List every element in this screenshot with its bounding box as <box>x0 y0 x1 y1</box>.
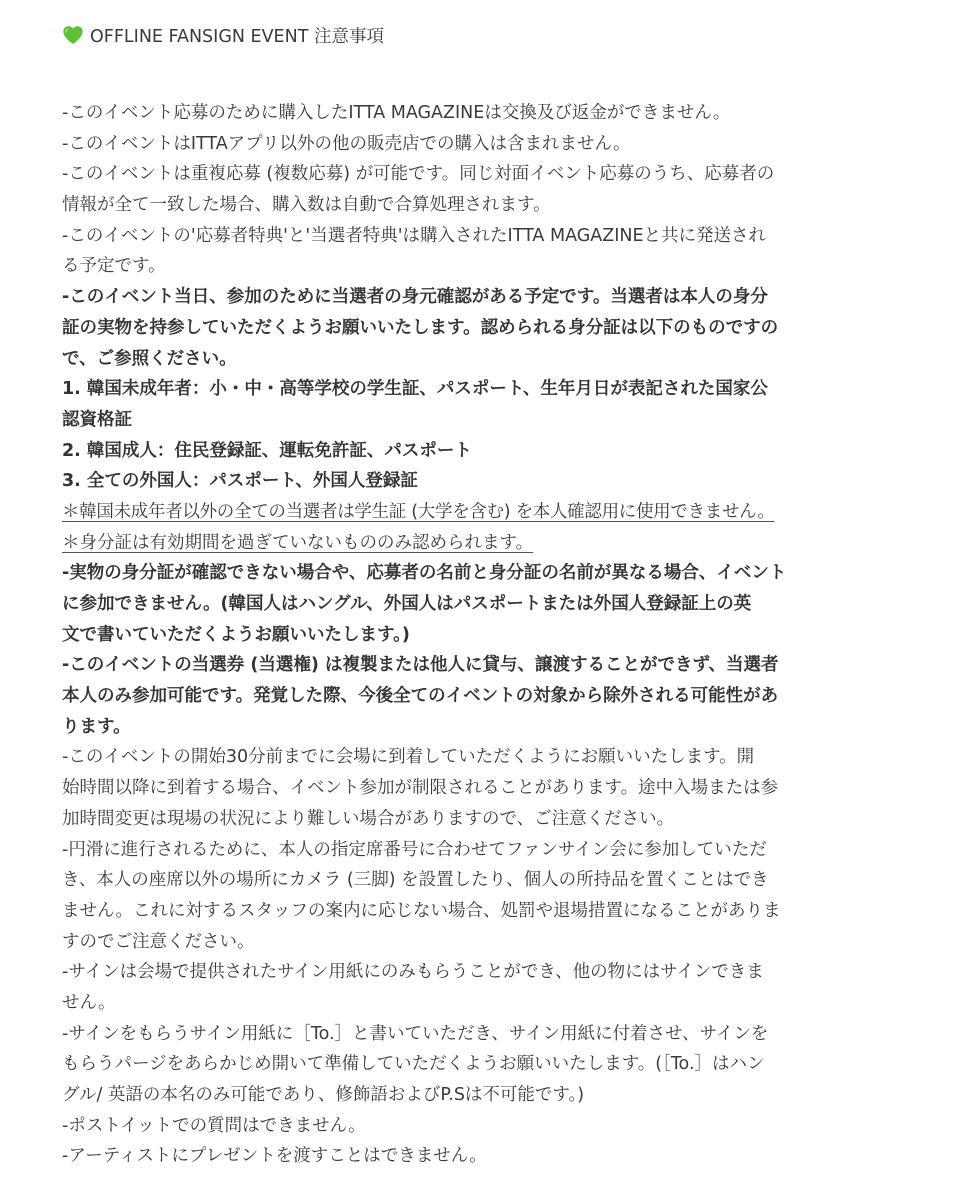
id-list-item-2: 2. 韓国成人：住民登録証、運転免許証、パスポート <box>62 440 472 461</box>
notice-line-bold: 証の実物を持参していただくようお願いいたします。認められる身分証は以下のものですの <box>62 317 779 338</box>
notice-line: -ポストイットでの質問はできません。 <box>62 1115 366 1136</box>
notice-body <box>62 98 931 1172</box>
notice-line-bold: 本人のみ参加可能です。発覚した際、今後全てのイベントの対象から除外される可能性があ <box>62 686 779 707</box>
notice-line: グル/ 英語の本名のみ可能であり、修飾語およびP.Sは不可能です。) <box>62 1085 585 1105</box>
notice-line-bold: -実物の身分証が確認できない場合や、応募者の名前と身分証の名前が異なる場合、イベント <box>62 563 787 584</box>
id-list-item-3: 3. 全ての外国人：パスポート、外国人登録証 <box>62 471 418 492</box>
notice-line-bold: -このイベント当日、参加のために当選者の身元確認がある予定です。当選者は本人の身分 <box>62 287 768 308</box>
notice-line: -このイベントの開始30分前までに会場に到着していただくようにお願いいたします。開 <box>62 747 755 768</box>
notice-line-bold: で、ご参照ください。 <box>62 348 237 369</box>
notice-line: -このイベントは重複応募 (複数応募) が可能です。同じ対面イベント応募のうち、応募者の <box>62 164 775 185</box>
notice-line-bold: に参加できません。(韓国人はハングル、外国人はパスポートまたは外国人登録証上の英 <box>62 594 752 614</box>
notice-line: 情報が全て一致した場合、購入数は自動で合算処理されます。 <box>62 195 551 216</box>
id-note-underlined: ＊身分証は有効期間を過ぎていないもののみ認められます。 <box>62 532 534 553</box>
notice-line: -サインは会場で提供されたサイン用紙にのみもらうことができ、他の物にはサインできま <box>62 962 764 983</box>
title-spacer <box>62 52 931 98</box>
notice-line: る予定です。 <box>62 256 166 277</box>
notice-line-bold: -このイベントの当選券 (当選権) は複製または他人に貸与、譲渡することができず、当選者 <box>62 655 779 676</box>
notice-line: -アーティストにプレゼントを渡すことはできません。 <box>62 1146 487 1167</box>
id-list-item-1: 1. 韓国未成年者：小・中・高等学校の学生証、パスポート、生年月日が表記された国家公 <box>62 379 768 400</box>
notice-line: -このイベント応募のために購入したITTA MAGAZINEは交換及び返金ができません。 <box>62 103 731 123</box>
notice-line: もらうパージをあらかじめ開いて準備していただくようお願いいたします。(［To.］はハン <box>62 1054 765 1075</box>
notice-line: き、本人の座席以外の場所にカメラ (三脚) を設置したり、個人の所持品を置くことはでき <box>62 870 769 891</box>
notice-line: 始時間以降に到着する場合、イベント参加が制限されることがあります。途中入場または参 <box>62 778 779 799</box>
notice-line: -このイベントはITTAアプリ以外の他の販売店での購入は含まれません。 <box>62 133 631 154</box>
notice-line: 加時間変更は現場の状況により難しい場合がありますので、ご注意ください。 <box>62 808 675 829</box>
green-heart-icon <box>62 24 84 46</box>
id-note-underlined: ＊韓国未成年者以外の全ての当選者は学生証 (大学を含む) を本人確認用に使用できません。 <box>62 501 775 522</box>
notice-line: せん。 <box>62 992 116 1013</box>
document-title: OFFLINE FANSIGN EVENT 注意事項 <box>90 26 384 47</box>
notice-line: -このイベントの'応募者特典'と'当選者特典'は購入されたITTA MAGAZINEと共に発送され <box>62 225 767 246</box>
notice-line-bold: ります。 <box>62 716 131 737</box>
id-list-item-1-cont: 認資格証 <box>62 409 132 430</box>
document-title-row <box>62 18 931 52</box>
notice-line: ません。これに対するスタッフの案内に応じない場合、処罰や退場措置になることがありま <box>62 900 781 921</box>
notice-line: -サインをもらうサイン用紙に［To.］と書いていただき、サイン用紙に付着させ、サインを <box>62 1023 769 1044</box>
notice-line: すのでご注意ください。 <box>62 931 255 952</box>
notice-line: -円滑に進行されるために、本人の指定席番号に合わせてファンサイン会に参加していただ <box>62 839 767 860</box>
notice-line-bold: 文で書いていただくようお願いいたします。) <box>62 624 410 645</box>
